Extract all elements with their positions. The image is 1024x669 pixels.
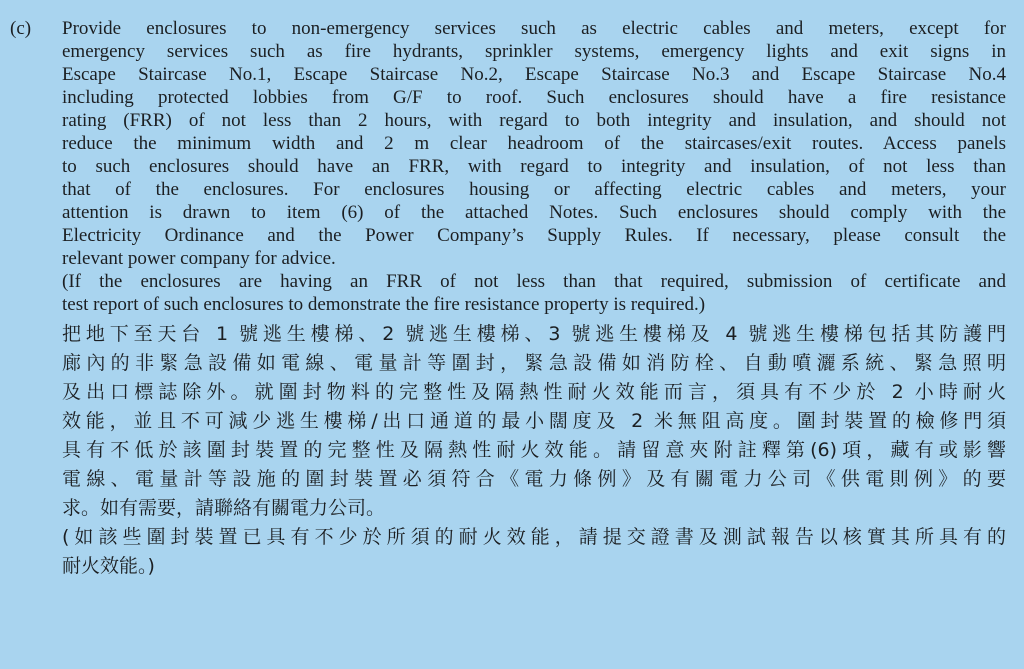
text-line: Escape Staircase No.1, Escape Staircase No.2, Escape Staircase No.3 and Escape Staircase No.4 xyxy=(62,64,1006,85)
text-line: emergency services such as fire hydrants, sprinkler systems, emergency lights and exit signs in xyxy=(62,41,1006,62)
english-paragraph xyxy=(62,17,1006,270)
chinese-note xyxy=(62,523,1006,581)
item-body xyxy=(62,17,1006,581)
text-line: 求。如有需要，請聯絡有關電力公司。 xyxy=(62,497,386,519)
chinese-paragraph xyxy=(62,320,1006,523)
item-label: (c) xyxy=(10,18,32,39)
text-line: Electricity Ordinance and the Power Company’s Supply Rules. If necessary, please consult the xyxy=(62,225,1006,246)
text-line: that of the enclosures. For enclosures housing or affecting electric cables and meters, your xyxy=(62,179,1006,200)
text-line: 電線、電量計等設施的圍封裝置必須符合《電力條例》及有關電力公司《供電則例》的要 xyxy=(62,468,1006,490)
text-line: relevant power company for advice. xyxy=(62,248,336,269)
text-line: rating (FRR) of not less than 2 hours, with regard to both integrity and insulation, and should not xyxy=(62,110,1006,131)
text-line: to such enclosures should have an FRR, with regard to integrity and insulation, of not less than xyxy=(62,156,1006,177)
text-line: attention is drawn to item (6) of the attached Notes. Such enclosures should comply with the xyxy=(62,202,1006,223)
text-line: 把地下至天台 1 號逃生樓梯、2 號逃生樓梯、3 號逃生樓梯及 4 號逃生樓梯包括其防護門 xyxy=(62,323,1006,345)
text-line: reduce the minimum width and 2 m clear headroom of the staircases/exit routes. Access panels xyxy=(62,133,1006,154)
text-line: test report of such enclosures to demonstrate the fire resistance property is required.) xyxy=(62,294,706,315)
text-line: 耐火效能。) xyxy=(62,555,155,577)
text-line: Provide enclosures to non-emergency services such as electric cables and meters, except for xyxy=(62,18,1006,39)
text-line: 效能，並且不可減少逃生樓梯/出口通道的最小闊度及 2 米無阻高度。圍封裝置的檢修門須 xyxy=(62,410,1006,432)
text-line: 及出口標誌除外。就圍封物料的完整性及隔熱性耐火效能而言，須具有不少於 2 小時耐火 xyxy=(62,381,1006,403)
text-line: 具有不低於該圍封裝置的完整性及隔熱性耐火效能。請留意夾附註釋第(6)項，藏有或影響 xyxy=(62,439,1006,461)
english-note xyxy=(62,270,1006,316)
text-line: including protected lobbies from G/F to roof. Such enclosures should have a fire resistance xyxy=(62,87,1006,108)
text-line: 廊內的非緊急設備如電線、電量計等圍封，緊急設備如消防栓、自動噴灑系統、緊急照明 xyxy=(62,352,1006,374)
text-line: (If the enclosures are having an FRR of not less than that required, submission of certificate and xyxy=(62,271,1006,292)
text-line: (如該些圍封裝置已具有不少於所須的耐火效能，請提交證書及測試報告以核實其所具有的 xyxy=(62,526,1006,548)
